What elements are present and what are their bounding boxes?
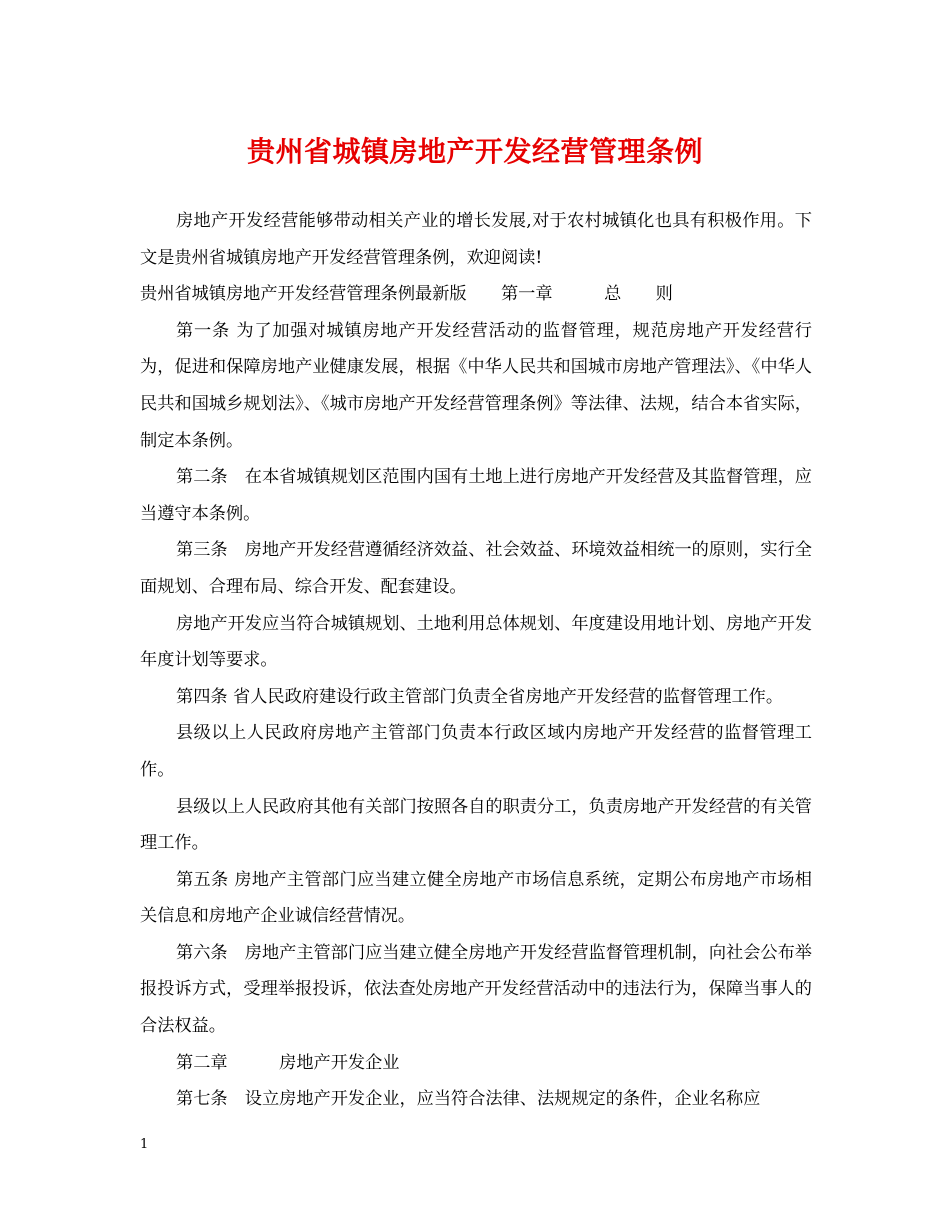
article-3-clause-2-paragraph: 房地产开发应当符合城镇规划、土地利用总体规划、年度建设用地计划、房地产开发年度计划等要求。 xyxy=(140,613,812,671)
article-2-paragraph: 第二条 在本省城镇规划区范围内国有土地上进行房地产开发经营及其监督管理，应当遵守本条例。 xyxy=(140,467,812,524)
article-4-clause-3-paragraph: 县级以上人民政府其他有关部门按照各自的职责分工，负责房地产开发经营的有关管理工作。 xyxy=(140,796,812,854)
article-4-paragraph: 第四条 省人民政府建设行政主管部门负责全省房地产开发经营的监督管理工作。 xyxy=(176,686,784,707)
document-body xyxy=(140,203,812,1118)
chapter-1-heading: 贵州省城镇房地产开发经营管理条例最新版 第一章 总 则 xyxy=(140,284,673,305)
document-title: 贵州省城镇房地产开发经营管理条例 xyxy=(246,135,703,168)
article-7-paragraph: 第七条 设立房地产开发企业，应当符合法律、法规规定的条件，企业名称应 xyxy=(176,1089,761,1110)
article-4-clause-2-paragraph: 县级以上人民政府房地产主管部门负责本行政区域内房地产开发经营的监督管理工作。 xyxy=(140,723,812,780)
article-6-paragraph: 第六条 房地产主管部门应当建立健全房地产开发经营监督管理机制，向社会公布举报投诉方式，受理举报投诉，依法查处房地产开发经营活动中的违法行为，保障当事人的合法权益。 xyxy=(140,942,812,1037)
article-3-paragraph: 第三条 房地产开发经营遵循经济效益、社会效益、环境效益相统一的原则，实行全面规划、合理布局、综合开发、配套建设。 xyxy=(140,540,812,597)
chapter-2-heading: 第二章 房地产开发企业 xyxy=(176,1052,400,1073)
intro-paragraph: 房地产开发经营能够带动相关产业的增长发展,对于农村城镇化也具有积极作用。下文是贵州省城镇房地产开发经营管理条例，欢迎阅读! xyxy=(140,211,812,268)
article-5-paragraph: 第五条 房地产主管部门应当建立健全房地产市场信息系统，定期公布房地产市场相关信息和房地产企业诚信经营情况。 xyxy=(140,869,812,927)
page-number: 1 xyxy=(140,1137,149,1152)
article-1-paragraph: 第一条 为了加强对城镇房地产开发经营活动的监督管理，规范房地产开发经营行为，促进和保障房地产业健康发展，根据《中华人民共和国城市房地产管理法》、《中华人民共和国城乡规划法》、《城市房地产开发经营管理条例》等法律、法规，结合本省实际，制定本条例。 xyxy=(140,320,812,451)
